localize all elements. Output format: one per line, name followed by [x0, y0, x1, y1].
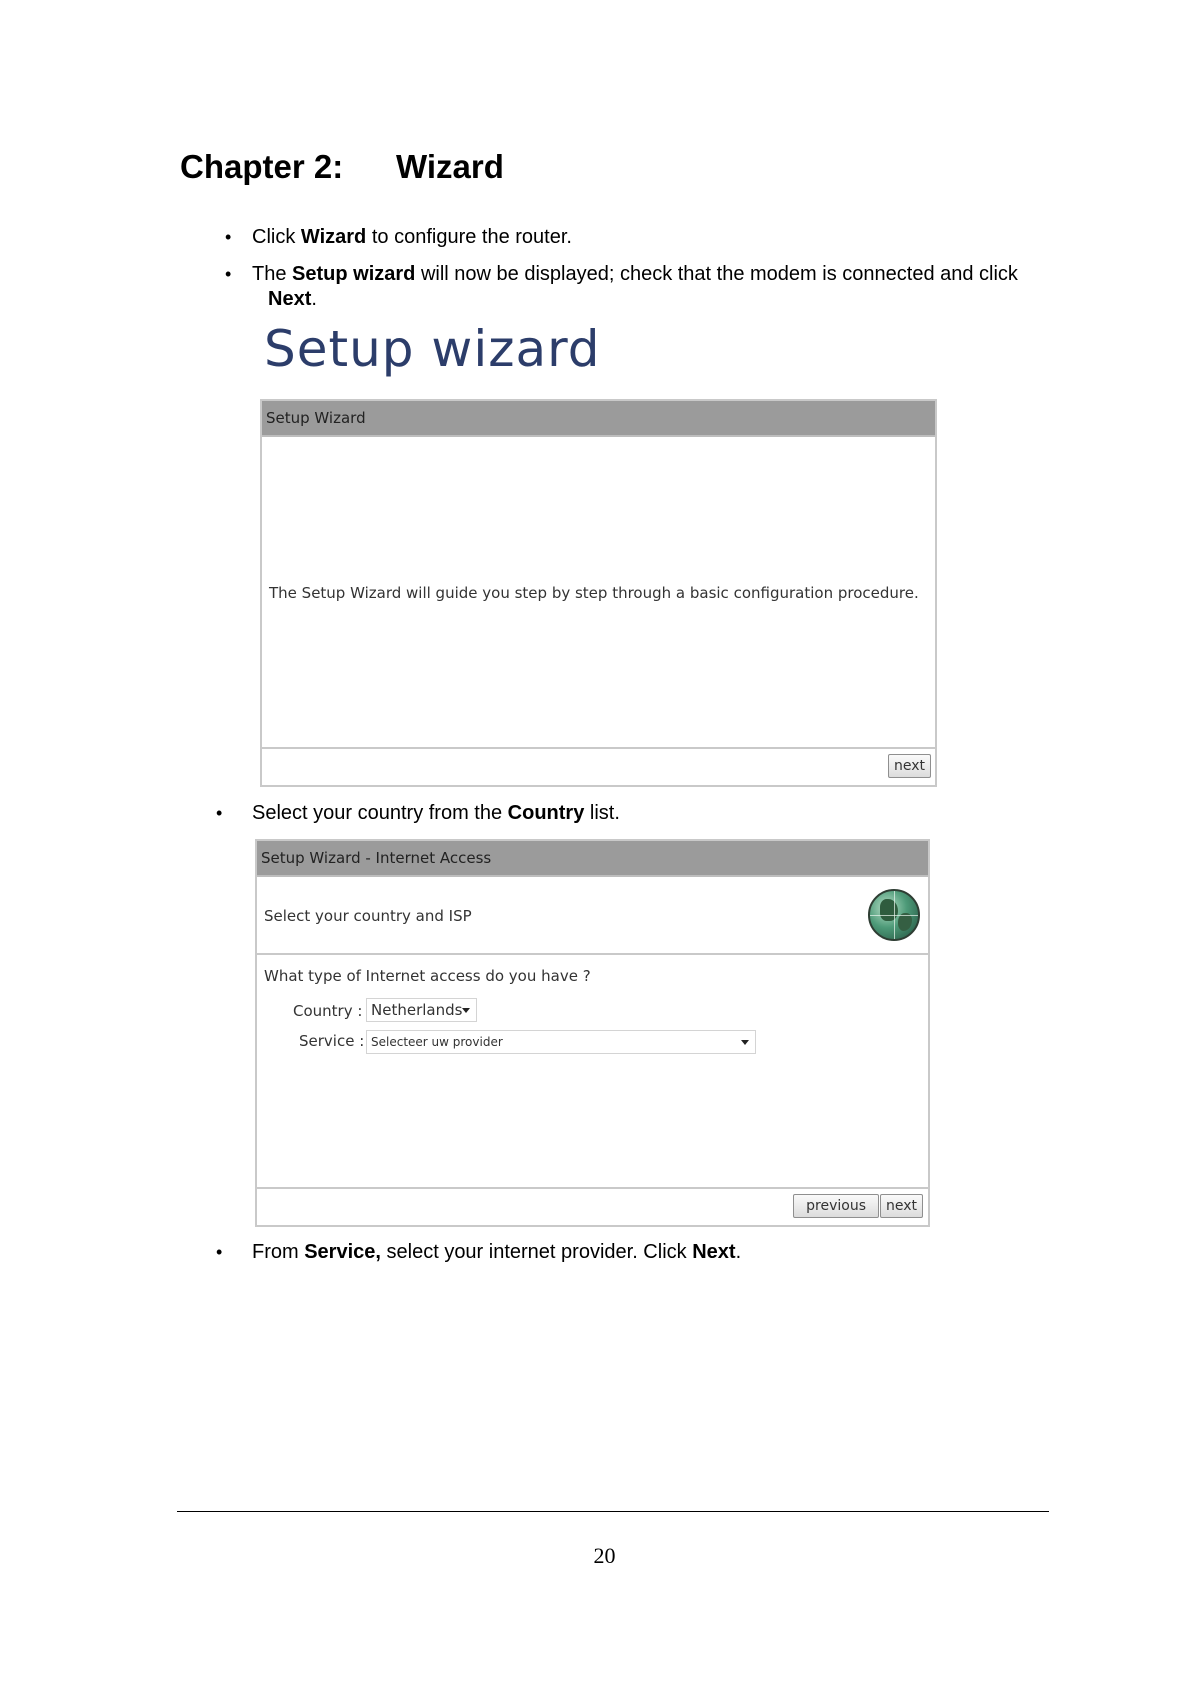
previous-button[interactable]: previous	[793, 1194, 879, 1218]
panel-header: Setup Wizard	[262, 401, 935, 437]
country-value: Netherlands	[371, 1001, 463, 1019]
service-label: Service :	[299, 1032, 365, 1050]
globe-icon	[868, 889, 920, 941]
setup-wizard-panel	[260, 399, 937, 787]
bullet-click-wizard	[252, 225, 1052, 250]
bullet-setup-wizard	[252, 262, 1052, 312]
bullet-bold: Country	[507, 802, 585, 824]
country-label: Country :	[293, 1002, 363, 1020]
access-question: What type of Internet access do you have ?	[264, 967, 591, 985]
service-select[interactable]	[366, 1030, 756, 1054]
bullet-text: to configure the router.	[366, 226, 572, 248]
chevron-down-icon	[741, 1040, 749, 1045]
panel-footer	[257, 1187, 928, 1225]
panel-footer	[262, 747, 935, 785]
bullet-text: Select your country from the	[252, 802, 508, 824]
bullet-bold: Wizard	[300, 226, 367, 248]
chapter-title: Wizard	[396, 148, 504, 185]
country-select[interactable]	[366, 998, 477, 1022]
panel-subtitle: Select your country and ISP	[264, 907, 472, 925]
internet-access-panel	[255, 839, 930, 1227]
bullet-select-service	[252, 1240, 1052, 1265]
bullet-text: Click	[252, 226, 301, 248]
wizard-message: The Setup Wizard will guide you step by step through a basic configuration procedure.	[269, 584, 919, 602]
chapter-number: Chapter 2:	[180, 148, 344, 185]
next-button[interactable]: next	[888, 754, 931, 778]
bullet-text: From	[252, 1241, 305, 1263]
bullet-text: select your internet provider. Click	[380, 1241, 693, 1263]
setup-wizard-heading: Setup wizard	[264, 320, 601, 378]
chapter-heading	[180, 148, 504, 186]
bullet-text: The	[252, 263, 293, 285]
panel-header: Setup Wizard - Internet Access	[257, 841, 928, 877]
bullet-bold: Next	[268, 288, 312, 310]
chevron-down-icon	[462, 1008, 470, 1013]
bullet-bold: Service,	[304, 1241, 381, 1263]
bullet-text: list.	[584, 802, 620, 824]
bullet-text: .	[735, 1241, 742, 1263]
divider	[257, 953, 928, 955]
service-value: Selecteer uw provider	[371, 1035, 503, 1049]
bullet-text: will now be displayed; check that the modem is connected and click	[415, 263, 1018, 285]
bullet-text: .	[311, 288, 317, 310]
page-number: 20	[593, 1543, 616, 1568]
next-button[interactable]: next	[880, 1194, 923, 1218]
bullet-select-country	[252, 801, 1052, 826]
bullet-bold: Next	[692, 1241, 736, 1263]
bullet-bold: Setup wizard	[292, 263, 416, 285]
footer-rule	[177, 1511, 1049, 1512]
